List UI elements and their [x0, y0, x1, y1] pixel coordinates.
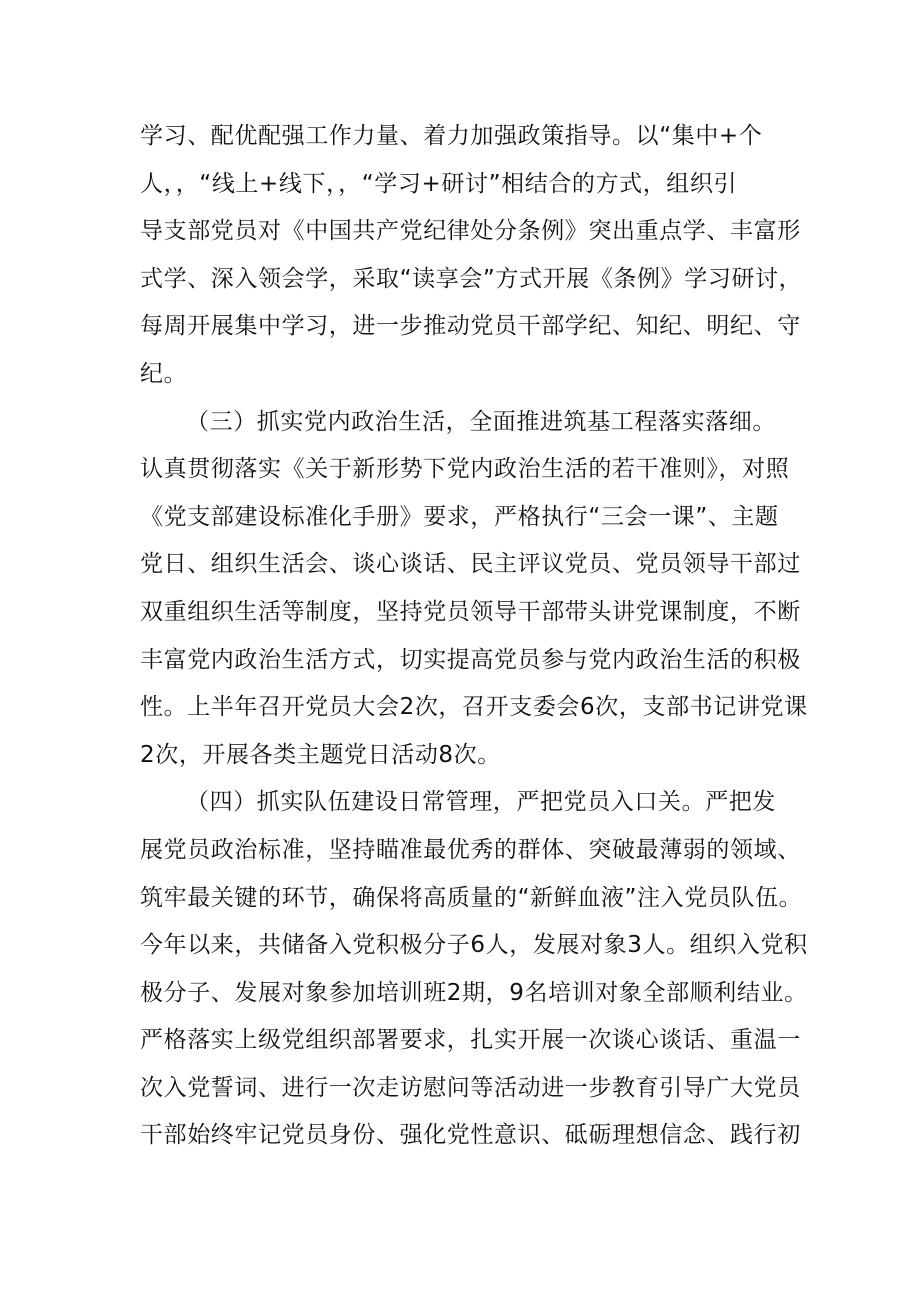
section-heading-line: （三）抓实党内政治生活，全面推进筑基工程落实落细。: [186, 408, 776, 435]
section-heading-line: （四）抓实队伍建设日常管理，严把党员入口关。严把发: [186, 789, 776, 816]
text-line: 导支部党员对《中国共产党纪律处分条例》突出重点学、丰富形: [140, 218, 801, 245]
text-line: 党日、组织生活会、谈心谈话、民主评议党员、党员领导干部过: [140, 551, 801, 578]
text-line: 次入党誓词、进行一次走访慰问等活动进一步教育引导广大党员: [140, 1074, 801, 1101]
text-line: 干部始终牢记党员身份、强化党性意识、砥砺理想信念、践行初: [140, 1122, 801, 1149]
text-line: 式学、深入领会学，采取“读享会”方式开展《条例》学习研讨，: [140, 265, 803, 292]
text-line: 性。上半年召开党员大会2次，召开支委会6次，支部书记讲党课: [140, 694, 808, 721]
text-line: 学习、配优配强工作力量、着力加强政策指导。以“集中+个: [140, 123, 763, 149]
text-line: 纪。: [140, 360, 188, 387]
text-line: 每周开展集中学习，进一步推动党员干部学纪、知纪、明纪、守: [140, 313, 801, 340]
text-line: 双重组织生活等制度，坚持党员领导干部带头讲党课制度，不断: [140, 598, 801, 625]
text-line: 今年以来，共储备入党积极分子6人，发展对象3人。组织入党积: [140, 932, 808, 959]
document-body: [140, 113, 808, 1160]
text-line: 丰富党内政治生活方式，切实提高党员参与党内政治生活的积极: [140, 646, 801, 673]
text-line: 认真贯彻落实《关于新形势下党内政治生活的若干准则》，对照: [140, 456, 790, 483]
text-line: 极分子、发展对象参加培训班2期，9名培训对象全部顺利结业。: [140, 979, 808, 1006]
text-line: 人，，“线上+线下，，“学习+研讨”相结合的方式，组织引: [140, 170, 738, 197]
text-line: 筑牢最关键的环节，确保将高质量的“新鲜血液”注入党员队伍。: [140, 884, 803, 911]
text-line: 展党员政治标准，坚持瞄准最优秀的群体、突破最薄弱的领域、: [140, 836, 801, 863]
text-line: 《党支部建设标准化手册》要求，严格执行“三会一课”、主题: [140, 503, 779, 530]
text-line: 严格落实上级党组织部署要求，扎实开展一次谈心谈话、重温一: [140, 1027, 801, 1054]
text-line: 2次，开展各类主题党日活动8次。: [140, 741, 501, 768]
